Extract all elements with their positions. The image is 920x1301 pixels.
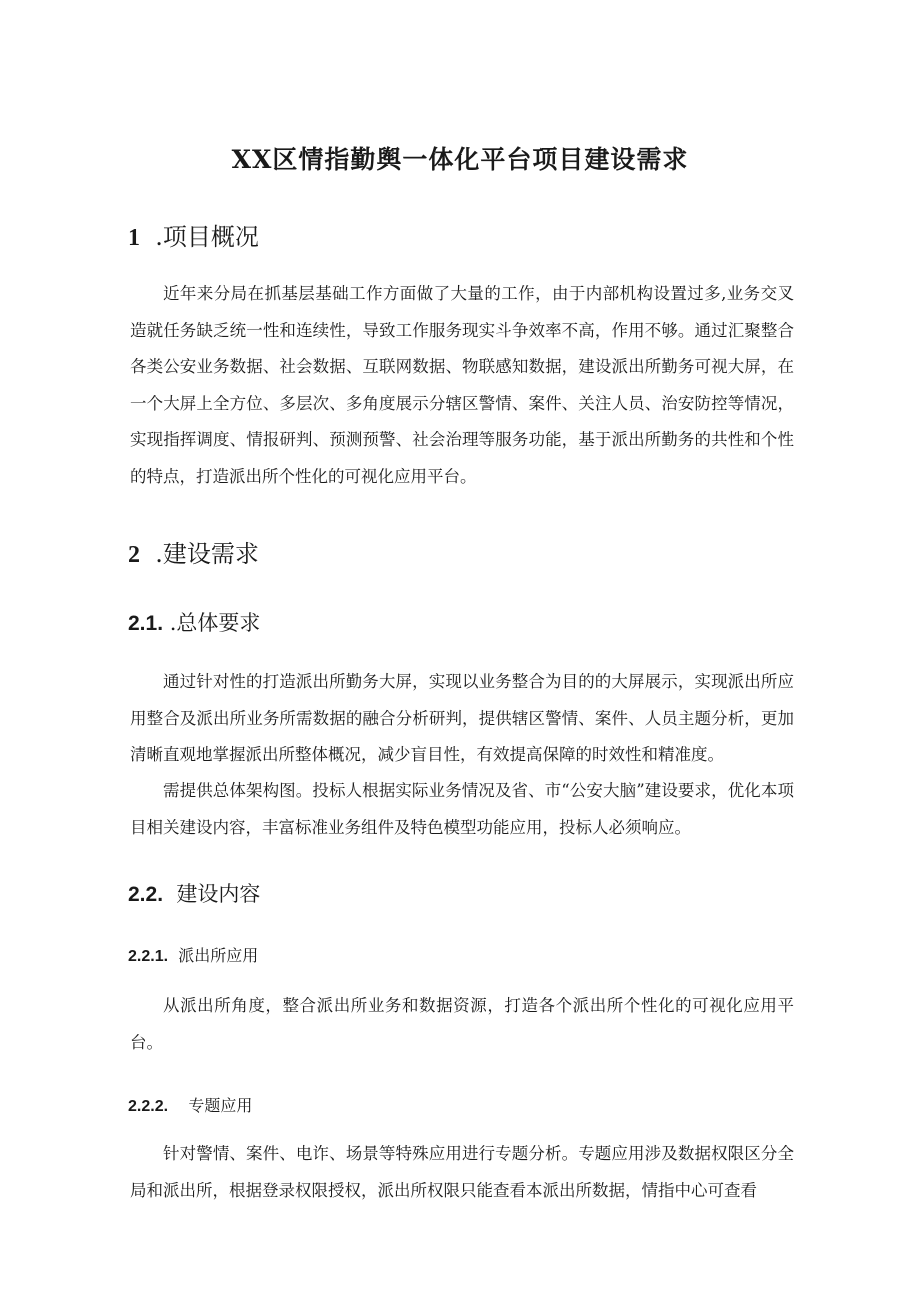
section-label: .总体要求 [169, 611, 261, 635]
section-2-2-1-heading [128, 943, 258, 966]
section-number: 2.2.1. [128, 948, 169, 965]
section-2-2-2-heading [128, 1093, 252, 1116]
section-number: 2 [128, 542, 140, 568]
section-label: 派出所应用 [178, 946, 259, 965]
section-1-heading [128, 217, 259, 252]
paragraph-architecture: 需提供总体架构图。投标人根据实际业务情况及省、市“公安大脑”建设要求，优化本项目相关建设内容，丰富标准业务组件及特色模型功能应用，投标人必须响应。 [130, 781, 794, 837]
section-label: 专题应用 [188, 1096, 253, 1115]
section-number: 2.2. [128, 883, 164, 906]
paragraph-general-requirements: 通过针对性的打造派出所勤务大屏，实现以业务整合为目的的大屏展示，实现派出所应用整合及派出所业务所需数据的融合分析研判，提供辖区警情、案件、人员主题分析，更加清晰直观地掌握派出所整体概况，减少盲目性，有效提高保障的时效性和精准度。 [130, 672, 794, 764]
section-2-1-heading [128, 607, 260, 637]
section-2-2-heading [128, 878, 260, 908]
section-number: 1 [128, 225, 140, 251]
section-number: 2.2.2. [128, 1098, 169, 1115]
paragraph-thematic-app: 针对警情、案件、电诈、场景等特殊应用进行专题分析。专题应用涉及数据权限区分全局和派出所，根据登录权限授权，派出所权限只能查看本派出所数据，情指中心可查看 [130, 1144, 794, 1200]
section-label: .项目概况 [155, 223, 259, 251]
section-label: .建设需求 [155, 540, 259, 568]
section-label: 建设内容 [176, 882, 261, 906]
section-number: 2.1. [128, 612, 164, 635]
paragraph-police-station-app: 从派出所角度，整合派出所业务和数据资源，打造各个派出所个性化的可视化应用平台。 [130, 996, 794, 1052]
paragraph-overview: 近年来分局在抓基层基础工作方面做了大量的工作，由于内部机构设置过多,业务交叉造就任务缺乏统一性和连续性，导致工作服务现实斗争效率不高，作用不够。通过汇聚整合各类公安业务数据、社会数据、互联网数据、物联感知数据，建设派出所勤务可视大屏，在一个大屏上全方位、多层次、多角度展示分辖区警情、案件、关注人员、治安防控等情况，实现指挥调度、情报研判、预测预警、社会治理等服务功能，基于派出所勤务的共性和个性的特点，打造派出所个性化的可视化应用平台。 [130, 284, 794, 486]
document-title: XX区情指勤舆一体化平台项目建设需求 [231, 145, 689, 174]
section-2-heading [128, 534, 259, 569]
